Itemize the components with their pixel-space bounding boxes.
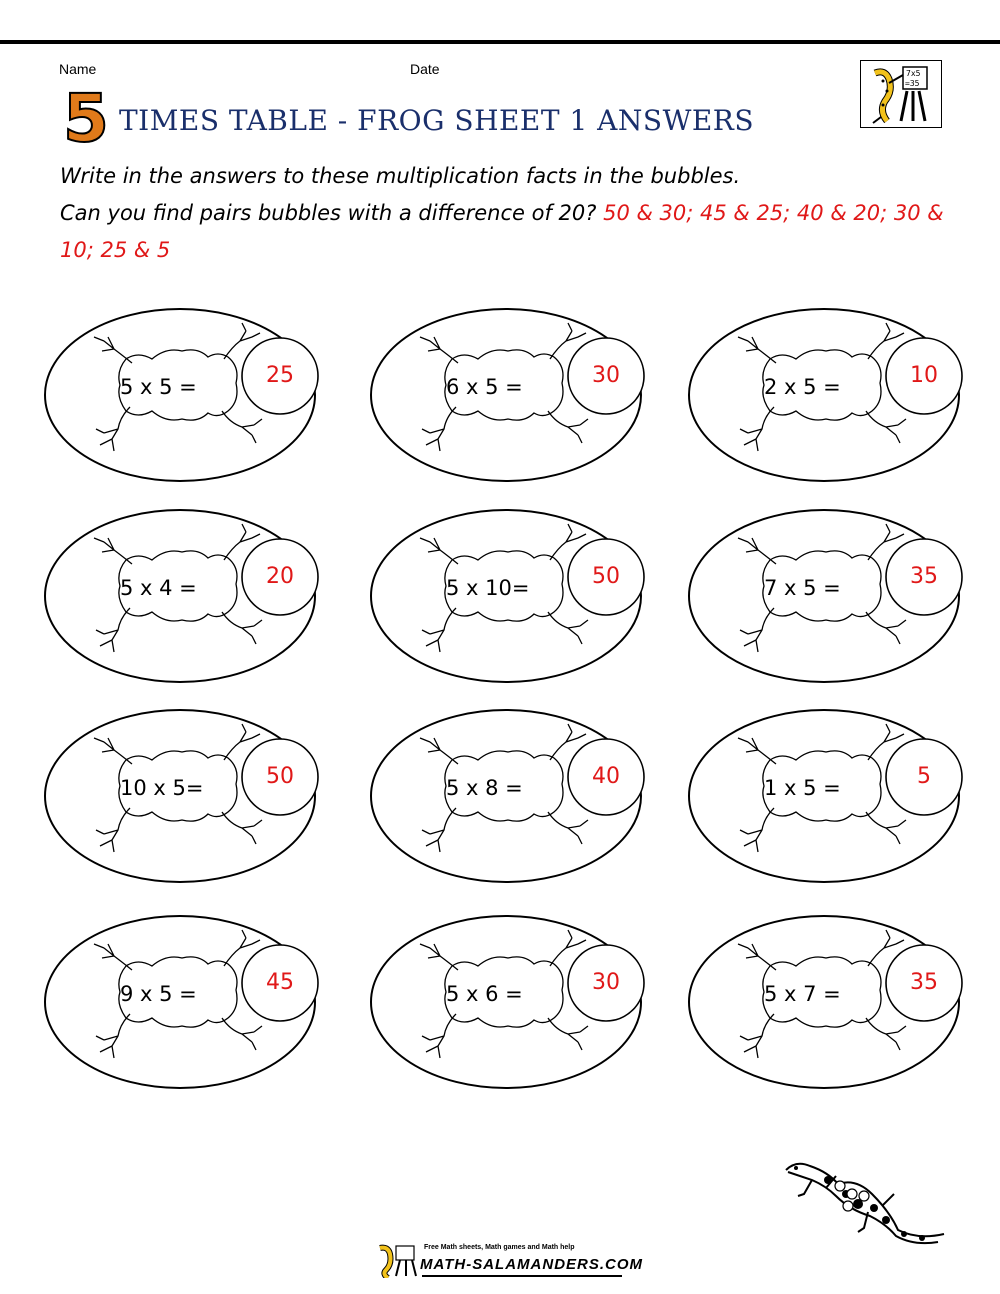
answer-bubble[interactable]: 50 bbox=[592, 564, 620, 589]
multiplication-fact: 5 x 5 = bbox=[120, 375, 197, 399]
frog-bubble-11 bbox=[368, 914, 638, 1090]
multiplication-fact: 5 x 8 = bbox=[446, 776, 523, 800]
frog-bubble-2 bbox=[368, 307, 638, 483]
frog-bubble-3 bbox=[686, 307, 956, 483]
frog-bubble-9 bbox=[686, 708, 956, 884]
date-label: Date bbox=[410, 61, 440, 77]
salamander-teacher-icon bbox=[861, 61, 940, 126]
answer-bubble[interactable]: 50 bbox=[266, 764, 294, 789]
multiplication-fact: 6 x 5 = bbox=[446, 375, 523, 399]
multiplication-fact: 5 x 6 = bbox=[446, 982, 523, 1006]
times-table-number: 5 bbox=[63, 80, 109, 157]
multiplication-fact: 5 x 7 = bbox=[764, 982, 841, 1006]
answer-bubble[interactable]: 20 bbox=[266, 564, 294, 589]
multiplication-fact: 2 x 5 = bbox=[764, 375, 841, 399]
logo-board-line1: 7x5 bbox=[906, 69, 921, 78]
footer-tagline: Free Math sheets, Math games and Math help bbox=[424, 1244, 575, 1251]
frog-bubble-6 bbox=[686, 508, 956, 684]
multiplication-fact: 10 x 5= bbox=[120, 776, 204, 800]
instruction-answer: 50 & 30; 45 & 25; 40 & 20; 30 & 10; 25 & 5 bbox=[60, 201, 944, 262]
instruction-line-1: Write in the answers to these multiplication facts in the bubbles. bbox=[60, 164, 741, 188]
answer-bubble[interactable]: 10 bbox=[910, 363, 938, 388]
name-label: Name bbox=[59, 61, 97, 77]
frog-bubble-10 bbox=[42, 914, 312, 1090]
top-rule bbox=[0, 40, 1000, 44]
footer-site-link[interactable]: MATH-SALAMANDERS.COM bbox=[420, 1256, 644, 1273]
multiplication-fact: 5 x 4 = bbox=[120, 576, 197, 600]
instruction-line-2 bbox=[60, 195, 950, 269]
logo-board-line2: =35 bbox=[905, 79, 920, 88]
page-title: TIMES TABLE - FROG SHEET 1 ANSWERS bbox=[119, 104, 755, 137]
multiplication-fact: 5 x 10= bbox=[446, 576, 530, 600]
salamander-illustration bbox=[778, 1150, 950, 1250]
frog-bubble-12 bbox=[686, 914, 956, 1090]
multiplication-fact: 1 x 5 = bbox=[764, 776, 841, 800]
answer-bubble[interactable]: 35 bbox=[910, 970, 938, 995]
answer-bubble[interactable]: 5 bbox=[917, 764, 931, 789]
multiplication-fact: 7 x 5 = bbox=[764, 576, 841, 600]
answer-bubble[interactable]: 25 bbox=[266, 363, 294, 388]
frog-bubble-1 bbox=[42, 307, 312, 483]
multiplication-fact: 9 x 5 = bbox=[120, 982, 197, 1006]
answer-bubble[interactable]: 40 bbox=[592, 764, 620, 789]
frog-bubble-5 bbox=[368, 508, 638, 684]
answer-bubble[interactable]: 30 bbox=[592, 363, 620, 388]
frog-bubble-8 bbox=[368, 708, 638, 884]
instruction-question: Can you find pairs bubbles with a difference of 20? bbox=[60, 201, 604, 225]
frog-bubble-7 bbox=[42, 708, 312, 884]
answer-bubble[interactable]: 30 bbox=[592, 970, 620, 995]
salamander-teacher-logo bbox=[860, 60, 942, 128]
answer-bubble[interactable]: 35 bbox=[910, 564, 938, 589]
frog-bubble-4 bbox=[42, 508, 312, 684]
answer-bubble[interactable]: 45 bbox=[266, 970, 294, 995]
